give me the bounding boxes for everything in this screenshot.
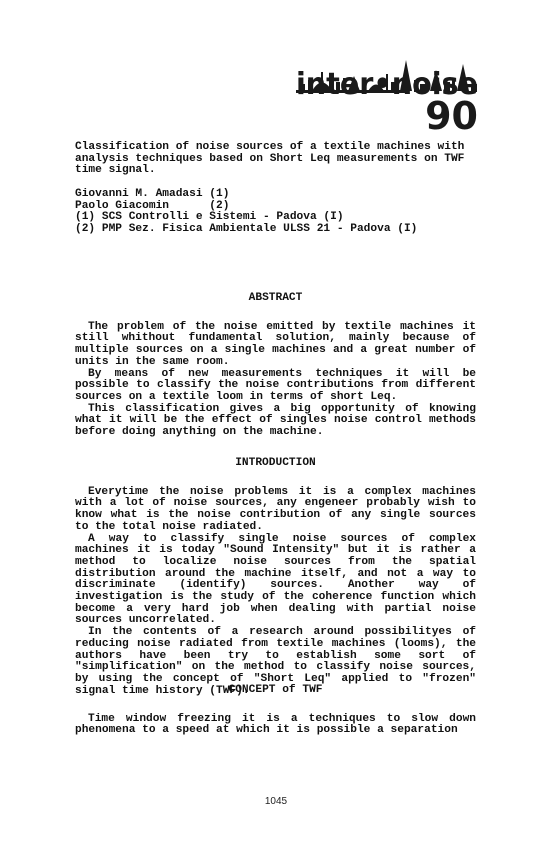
logo-text-bottom: 90 (425, 94, 478, 132)
concept-section (75, 685, 476, 737)
concept-paragraph: Time window freezing it is a techniques to slow down phenomena to a speed at which it is possible a separation (75, 712, 476, 737)
logo-text-top: inter•noise (296, 67, 478, 102)
affiliation-line: (1) SCS Controlli e Sistemi - Padova (I) (75, 211, 344, 224)
author-block (75, 189, 476, 236)
abstract-body (75, 322, 476, 439)
concept-heading: CONCEPT of TWF (228, 684, 323, 696)
introduction-body (75, 487, 476, 698)
abstract-paragraph: The problem of the noise emitted by textile machines it still whithout fundamental solution, mainly because of multiple sources on a single machines and a great number of units in the same room. (75, 320, 476, 368)
author-line: Giovanni M. Amadasi (1) (75, 188, 230, 200)
abstract-paragraph: By means of new measurements techniques it will be possible to classify the noise contributions from different sources on a textile loom in terms of short Leq. (75, 367, 476, 403)
inter-noise-90-logo (296, 60, 480, 132)
abstract-paragraph: This classification gives a big opportunity of knowing what it will be the effect of singles noise control methods before doing anything on the machine. (75, 402, 476, 439)
introduction-paragraph: Everytime the noise problems it is a complex machines with a lot of noise sources, any engeneer probably wish to know what is the noise contribution of any single sources to the total noise radiated. (75, 485, 476, 533)
paper-title-text: Classification of noise sources of a textile machines with analysis techniques based on Short Leq measurements on TWF time signal. (75, 141, 465, 177)
abstract-section (75, 293, 476, 439)
abstract-heading: ABSTRACT (248, 292, 303, 304)
introduction-section (75, 458, 476, 697)
concept-body (75, 714, 476, 737)
introduction-paragraph: In the contents of a research around possibilityes of reducing noise radiated from textile machines (looms), the authors have been try to establish some sort of "simplification" on the method to classify noise sources, by using the concept of "Short Leq" applied to "frozen" signal time history (TWF). (75, 626, 476, 697)
author-line: Paolo Giacomin (2) (75, 199, 230, 212)
introduction-paragraph: A way to classify single noise sources of complex machines it is today "Sound Intensity" but it is rather a method to localize noise sources from the spatial distribution around the machine itself, and not a way to discriminate (identify) sources. Another way of investigation is the study of the coherence function which become a very hard job when dealing with partial noise sources uncorrelated. (75, 532, 476, 627)
logo-graphic (296, 60, 480, 132)
page-number: 1045 (264, 796, 288, 807)
affiliation-line: (2) PMP Sez. Fisica Ambientale ULSS 21 - Padova (I) (75, 223, 418, 236)
introduction-heading: INTRODUCTION (235, 457, 316, 469)
paper-title (75, 142, 476, 177)
